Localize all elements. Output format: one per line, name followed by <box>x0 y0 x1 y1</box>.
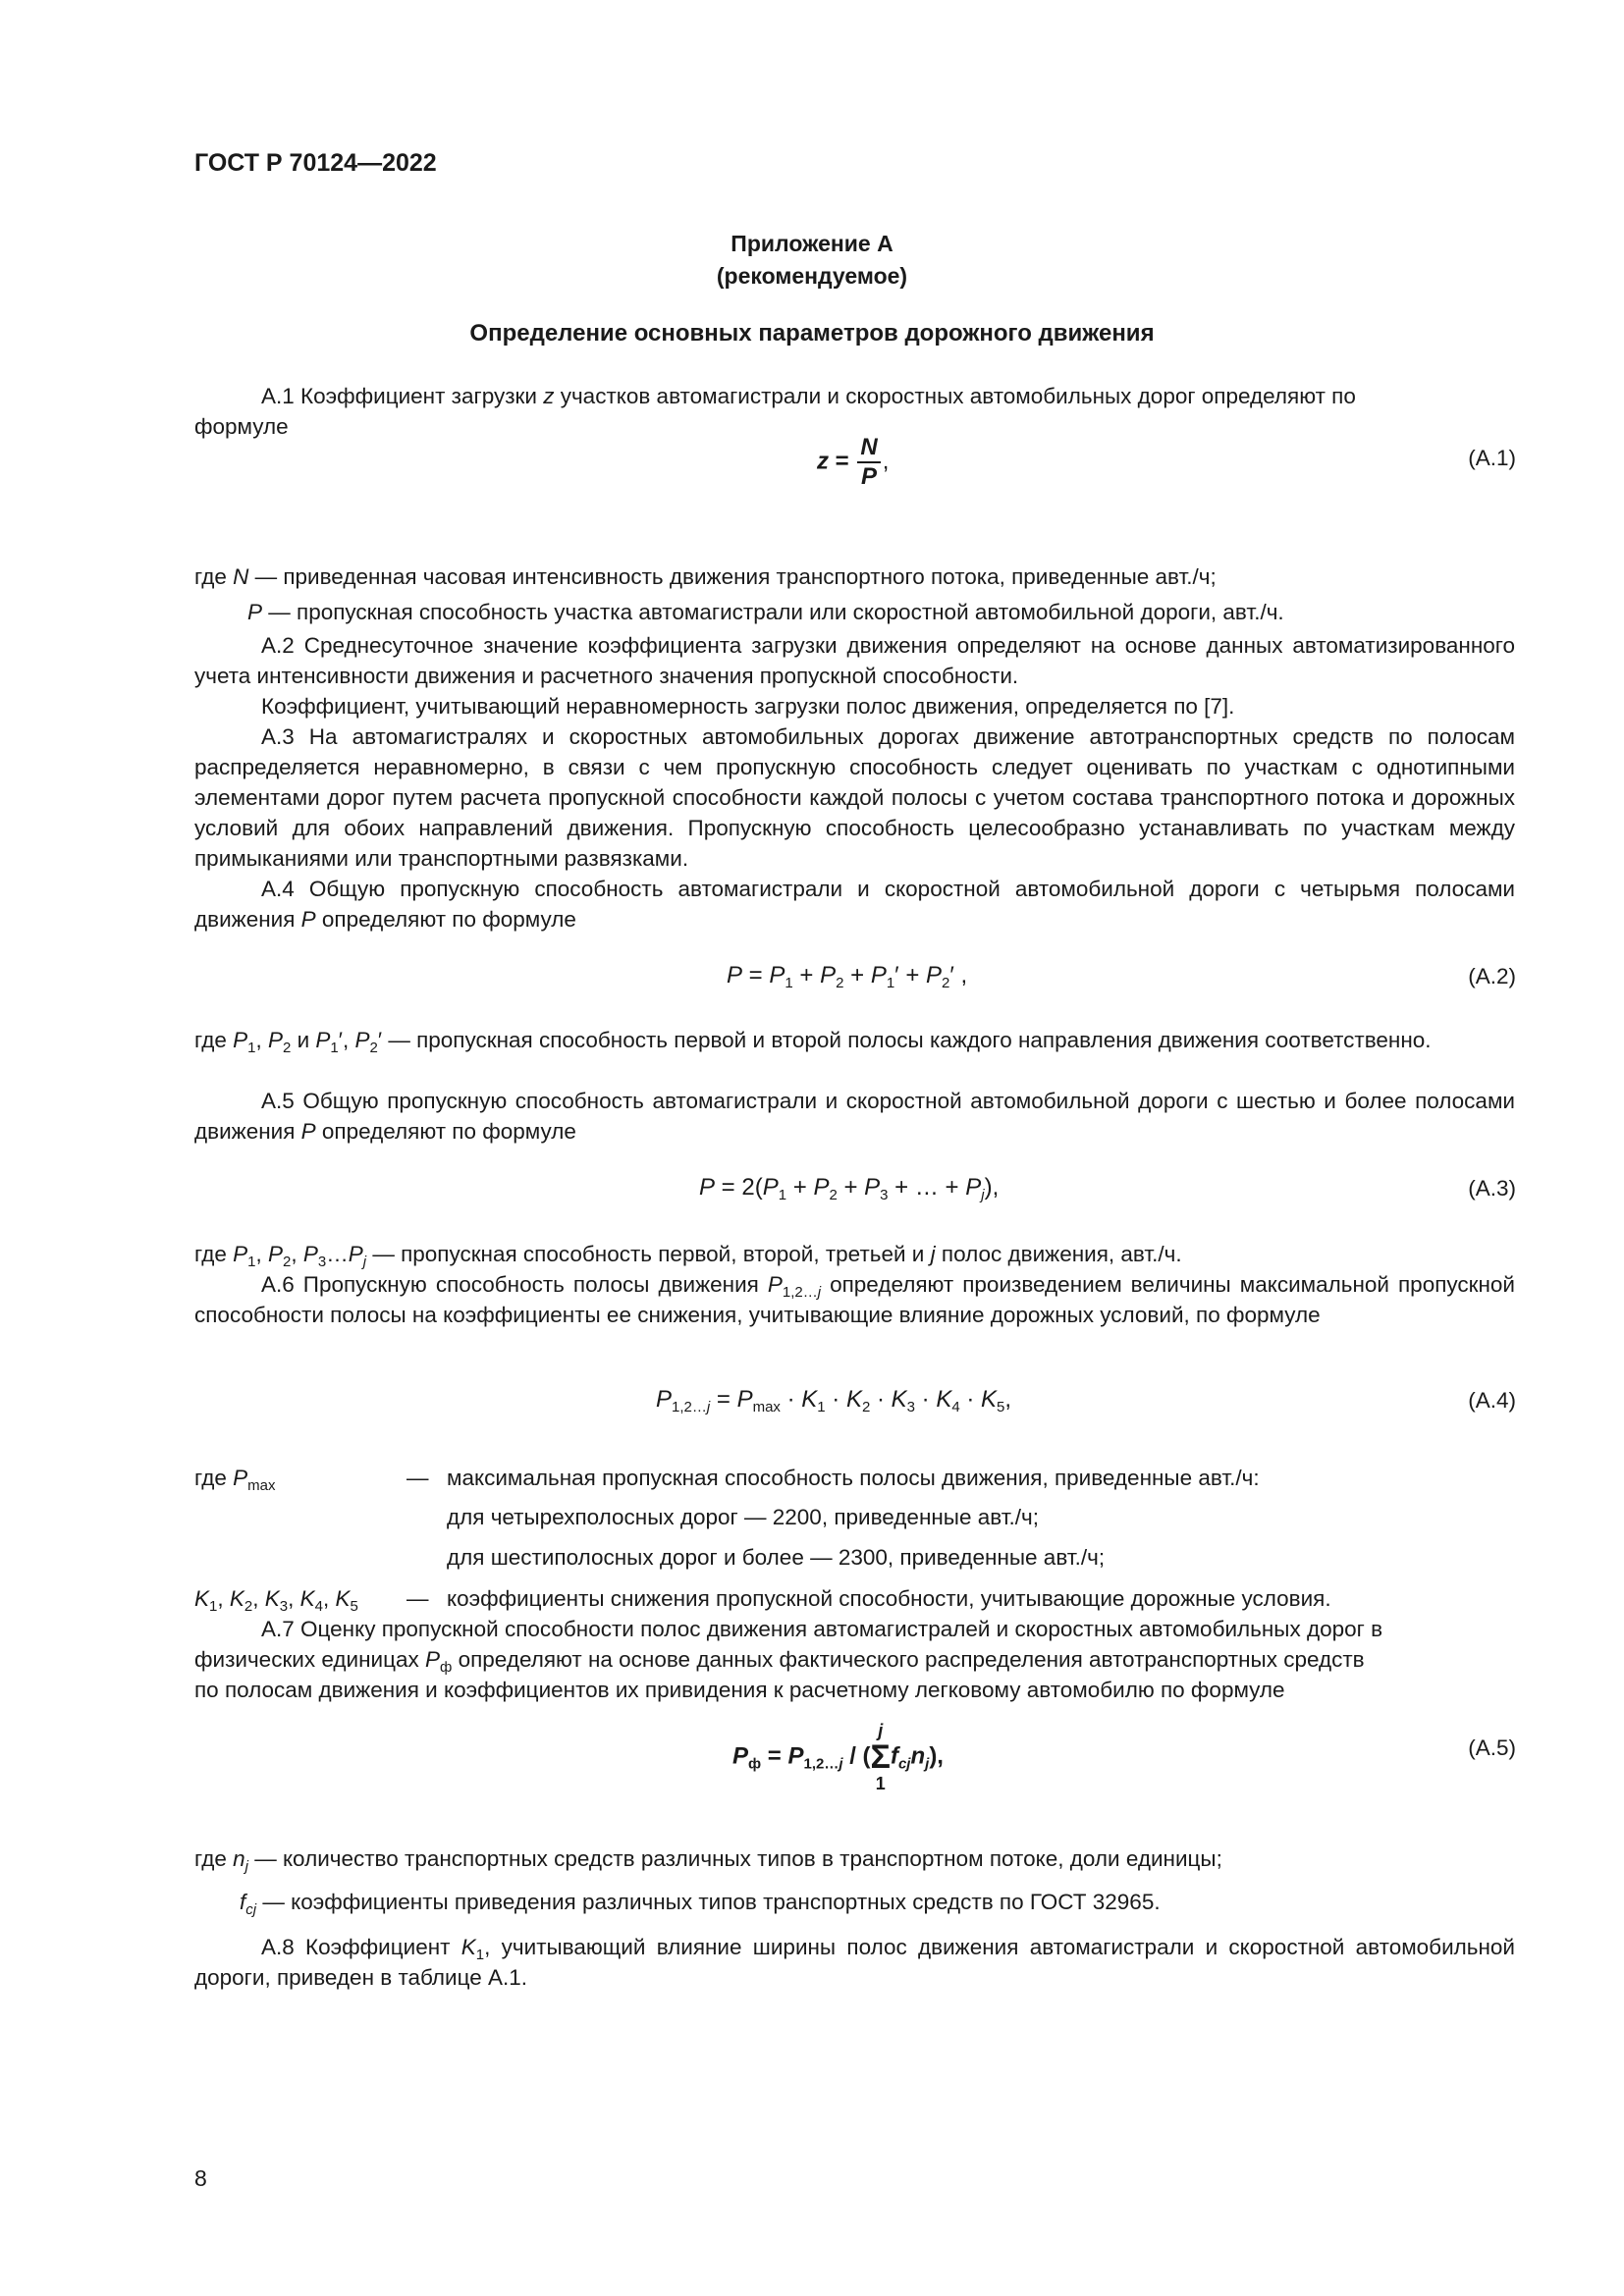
where-pmax-var: где $P_{max}$ <box>194 1466 276 1494</box>
where-pmax-dash: — <box>406 1466 429 1490</box>
page-number: 8 <box>194 2165 207 2191</box>
paragraph-a1-line2: формуле <box>194 414 289 439</box>
where-six-lane: для шестиполосных дорог и более — 2300, приведенные авт./ч; <box>447 1545 1106 1570</box>
document-code: ГОСТ Р 70124—2022 <box>194 149 437 177</box>
where-four-lane: для четырехполосных дорог — 2200, приведенные авт./ч; <box>447 1505 1039 1529</box>
where-p: P — пропускная способность участка автомагистрали или скоростной автомобильной дороги, авт./ч. <box>247 600 1284 624</box>
annex-status: (рекомендуемое) <box>716 263 908 289</box>
annex-title: Приложение А <box>731 231 893 256</box>
section-title: Определение основных параметров дорожного движения <box>469 320 1155 347</box>
where-fcj: $f_{cj}$ — коэффициенты приведения различных типов транспортных средств по ГОСТ 32965. <box>240 1890 1161 1918</box>
equation-number-a4: (А.4) <box>1468 1388 1516 1413</box>
paragraph-a5: А.5 Общую пропускную способность автомагистрали и скоростной автомобильной дороги с шестью и более полосами движения P определяют по формуле <box>194 1089 1515 1144</box>
where-k-vars: $K_1$, $K_2$, $K_3$, $K_4$, $K_5$ <box>194 1586 358 1615</box>
equation-a5: $P_ф = P_{1,2\dots j}$ / ( j Σ 1 $f_{cj}n_j$), <box>732 1721 944 1793</box>
paragraph-a6: А.6 Пропускную способность полосы движения $P_{1,2\dots j}$ определяют произведением величины максимальной пропускной способности полосы на коэффициенты ее снижения, учитывающие влияние дорожных условий, по формуле <box>194 1272 1515 1327</box>
paragraph-a8: А.8 Коэффициент $K_1$, учитывающий влияние ширины полос движения автомагистрали и скоростной автомобильной дороги, приведен в таблице А.1. <box>194 1935 1515 1990</box>
where-k-text: коэффициенты снижения пропускной способности, учитывающие дорожные условия. <box>447 1586 1331 1611</box>
equation-a1: z = $\frac{N}{P}$ , <box>817 434 890 490</box>
annex-heading <box>0 228 1624 293</box>
paragraph-a7-line1: А.7 Оценку пропускной способности полос движения автомагистралей и скоростных автомобильных дорог в <box>261 1617 1383 1641</box>
where-pmax-text: максимальная пропускная способность полосы движения, приведенные авт./ч: <box>447 1466 1260 1490</box>
paragraph-a4: А.4 Общую пропускную способность автомагистрали и скоростной автомобильной дороги с четырьмя полосами движения P определяют по формуле <box>194 877 1515 932</box>
where-k-dash: — <box>406 1586 429 1611</box>
paragraph-coefficient: Коэффициент, учитывающий неравномерность загрузки полос движения, определяется по [7]. <box>261 694 1235 719</box>
where-a3: где $P_1$, $P_2$, $P_3\dots P_j$ — пропускная способность первой, второй, третьей и j полос движения, авт./ч. <box>194 1242 1182 1270</box>
equation-a4: $P_{1,2\dots j} = P_{max} \cdot K_1 \cdot K_2 \cdot K_3 \cdot K_4 \cdot K_5$, <box>656 1386 1012 1415</box>
where-n: где N — приведенная часовая интенсивность движения транспортного потока, приведенные авт./ч; <box>194 564 1217 589</box>
paragraph-a1-line1: А.1 Коэффициент загрузки z участков автомагистрали и скоростных автомобильных дорог определяют по <box>261 384 1356 408</box>
paragraph-a2: А.2 Среднесуточное значение коэффициента загрузки движения определяют на основе данных автоматизированного учета интенсивности движения и расчетного значения пропускной способности. <box>194 633 1515 688</box>
equation-number-a2: (А.2) <box>1468 964 1516 988</box>
paragraph-a7-line2: физических единицах $P_ф$ определяют на основе данных фактического распределения автотранспортных средств <box>194 1647 1365 1676</box>
equation-number-a1: (А.1) <box>1468 446 1516 470</box>
equation-a2: $P = P_1 + P_2 + P_1' + P_2'$ , <box>727 962 968 991</box>
equation-a3: $P = 2(P_1 + P_2 + P_3$ + … + $P_j$), <box>699 1174 1000 1203</box>
paragraph-a3: А.3 На автомагистралях и скоростных автомобильных дорогах движение автотранспортных средств по полосам распределяется неравномерно, в связи с чем пропускную способность следует оценивать по участкам с однотипными элементами дорог путем расчета пропускной способности каждой полосы с учетом состава транспортного потока и дорожных условий для обоих направлений движения. Пропускную способность целесообразно устанавливать по участкам между примыканиями или транспортными развязками. <box>194 724 1515 871</box>
equation-number-a5: (А.5) <box>1468 1735 1516 1760</box>
where-nj: где $n_j$ — количество транспортных средств различных типов в транспортном потоке, доли единицы; <box>194 1846 1222 1875</box>
equation-number-a3: (А.3) <box>1468 1176 1516 1201</box>
where-a2: где $P_1$, $P_2$ и $P_1'$, $P_2'$ — пропускная способность первой и второй полосы каждого направления движения соответственно. <box>194 1028 1432 1056</box>
paragraph-a7-line3: по полосам движения и коэффициентов их привидения к расчетному легковому автомобилю по формуле <box>194 1678 1285 1702</box>
